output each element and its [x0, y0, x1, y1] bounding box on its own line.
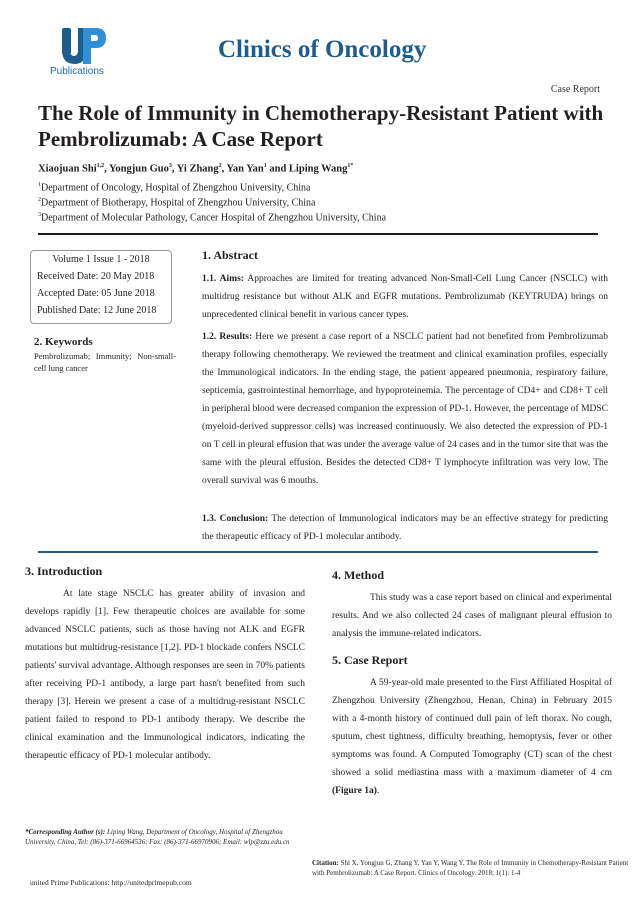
abstract-divider [38, 551, 598, 553]
author-list: Xiaojuan Shi$^{1,2}$, Yongjun Guo$^3$, Yi Zhang$^2$, Yan Yan$^1$ and Liping Wang$^{1*}$ [38, 163, 354, 175]
method-heading: 4. Method [332, 568, 384, 582]
abstract-results: 1.2. Results: Here we present a case report of a NSCLC patient had not benefited from Pembrolizumab therapy following chemotherapy. We reviewed the treatment and clinical examination profiles, especially the Immunological indicators. In the ending stage, the patient appeared pneumonia, respiratory failure, septicemia, gastrointestinal hemorrhage, and hypoproteinemia. The percentage of CD4+ and CD8+ T cell in peripheral blood were decreased companion the expression of PD-1. However, the percentage of MDSC (myeloid-derived suppressor cells) was increased continuously. We also detected the expression of PD-1 on T cell in pleural effusion that was under the average value of 24 cases and in the tumor site that was the same with the pleural effusion. Besides the detected CD8+ T lymphocyte infiltration was very low. The overall survival was 6 mouths. [202, 332, 608, 486]
figure-1a-link[interactable]: (Figure 1a) [332, 786, 377, 796]
article-title: The Role of Immunity in Chemotherapy-Resistant Patient with Pembrolizumab: A Case Report [38, 101, 604, 151]
method-text: This study was a case report based on clinical and experimental results. And we also collected 24 cases of malignant pleural effusion to analysis the immune-related indicators. [332, 593, 612, 639]
keywords-heading: 2. Keywords [34, 336, 93, 348]
article-type: Case Report [550, 84, 600, 95]
received-date: Received Date: 20 May 2018 [37, 271, 155, 282]
case-report-text: A 59-year-old male presented to the First Affiliated Hospital of Zhengzhou University (Zhengzhou, Henan, China) in February 2015 with a 4-month history of continued dull pain of left thorax. No cough, sputum, chest tightness, difficulty breathing, hemoptysis, fever or other symptoms was found. A Computed Tomography (CT) scan of the chest showed a solid mediastina mass with a maximum diameter of 4 cm (Figure 1a). [332, 678, 612, 796]
publisher-name: Publications [50, 66, 104, 77]
journal-title[interactable]: Clinics of Oncology [218, 36, 427, 63]
publisher-footer[interactable]: united Prime Publications: http://unitedprimepub.com [30, 878, 192, 887]
citation: Citation: Shi X, Yongjun G, Zhang Y, Yan Y, Wang Y. The Role of Immunity in Chemotherapy-Resistant Patient with Pembrolizumab: A Case Report. Clinics of Oncology. 2018; 1(1): 1-4 [312, 859, 629, 877]
abstract-aims: 1.1. Aims: Approaches are limited for treating advanced Non-Small-Cell Lung Cancer (NSCLC) with multidrug resistance but without ALK and EGFR mutations. Pembrolizumab (KEYTRUDA) brings on unprecedented clinical benefit in various cancer types. [202, 274, 608, 320]
affiliation-1: $^1$Department of Oncology, Hospital of Zhengzhou University, China [38, 182, 311, 194]
header-divider [38, 233, 598, 235]
introduction-heading: 3. Introduction [25, 564, 103, 578]
case-report-heading: 5. Case Report [332, 653, 408, 667]
affiliation-2: $^2$Department of Biotherapy, Hospital of Zhengzhou University, China [38, 197, 316, 209]
accepted-date: Accepted Date: 05 June 2018 [37, 288, 155, 299]
abstract-heading: 1. Abstract [202, 248, 258, 262]
keywords-text: Pembrolizumab; Immunity; Non-small-cell lung cancer [34, 351, 176, 373]
affiliation-3: $^3$Department of Molecular Pathology, Cancer Hospital of Zhengzhou University, China [38, 212, 387, 224]
abstract-conclusion: 1.3. Conclusion: The detection of Immunological indicators may be an effective strategy for predicting the therapeutic efficacy of PD-1 molecular antibody. [202, 514, 608, 542]
volume-info: Volume 1 Issue 1 - 2018 [52, 254, 150, 265]
introduction-text: At late stage NSCLC has greater ability of invasion and develops rapidly [1]. Few therapeutic choices are available for some advanced NSCLC patients, such as those having not ALK and EGFR mutations but multidrug-resistance [1,2]. PD-1 blockade confers NSCLC patients' survival advantage. Although responses are seen in 70% patients after receiving PD-1 antibody, a large part hasn't benefited from such therapy [3]. Herein we present a case of a multidrug-resistant NSCLC patient failed to respond to PD-1 antibody therapy. We describe the clinical examination and the Immunological indicators, indicating the therapeutic efficacy of PD-1 molecular antibody. [25, 589, 305, 761]
article-info-box [30, 250, 172, 324]
published-date: Published Date: 12 June 2018 [37, 305, 157, 316]
corresponding-author: *Corresponding Author (s): Liping Wang, Department of Oncology, Hospital of Zhengzhou University, China, Tel: (86)-371-66964536; Fax: (86)-371-66970906; Email: wlp@zzu.edu.cn [25, 828, 290, 846]
